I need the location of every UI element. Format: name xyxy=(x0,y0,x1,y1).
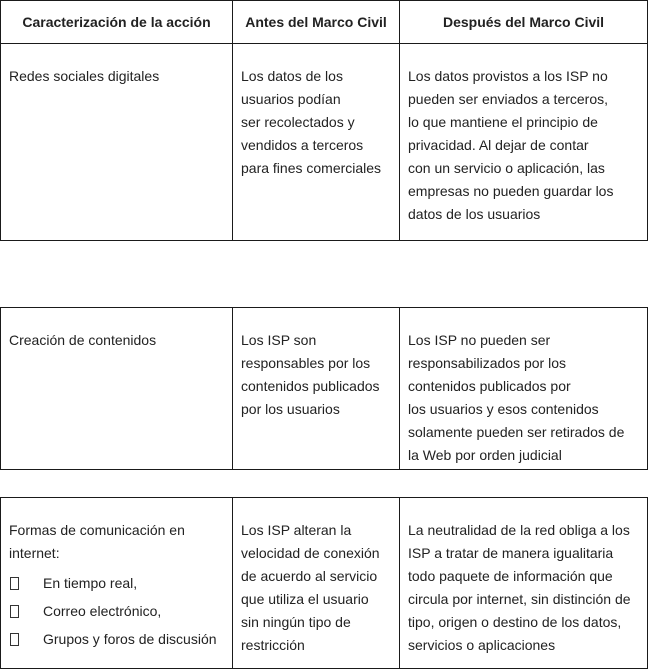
list-item xyxy=(9,625,224,653)
after-line: pueden ser enviados a terceros, xyxy=(408,91,609,107)
before-line: que utiliza el usuario xyxy=(241,591,369,607)
after-line: circula por internet, sin distinción de xyxy=(408,591,631,607)
list-item-label: Correo electrónico, xyxy=(43,602,162,619)
after-line: Los datos provistos a los ISP no xyxy=(408,68,608,84)
header-row xyxy=(1,1,648,44)
after-line: privacidad. Al dejar de contar xyxy=(408,137,589,153)
after-line: empresas no pueden guardar los xyxy=(408,183,614,199)
action-cell xyxy=(1,308,233,470)
checkbox-square-icon xyxy=(10,633,19,646)
list-item xyxy=(9,597,224,625)
before-line: velocidad de conexión xyxy=(241,545,380,561)
before-line: contenidos publicados xyxy=(241,378,380,394)
after-line: responsabilizados por los xyxy=(408,355,566,371)
checkbox-square-icon xyxy=(10,605,19,618)
after-line: tipo, origen o destino de los datos, xyxy=(408,614,622,630)
table-row xyxy=(1,498,648,669)
action-text: Redes sociales digitales xyxy=(9,68,160,84)
after-line: La neutralidad de la red obliga a los xyxy=(408,522,630,538)
after-line: la Web por orden judicial xyxy=(408,447,562,463)
after-line: con un servicio o aplicación, las xyxy=(408,160,605,176)
before-line: de acuerdo al servicio xyxy=(241,568,378,584)
action-cell xyxy=(1,498,233,669)
after-line: Los ISP no pueden ser xyxy=(408,332,551,348)
header-action: Caracterización de la acción xyxy=(1,1,233,44)
bullet-list xyxy=(9,569,224,653)
before-line: vendidos a terceros xyxy=(241,137,364,153)
before-line: usuarios podían xyxy=(241,91,341,107)
before-line: Los ISP son xyxy=(241,332,317,348)
before-line: responsables por los xyxy=(241,355,371,371)
after-line: lo que mantiene el principio de xyxy=(408,114,598,130)
action-text: Formas de comunicación en xyxy=(9,522,185,538)
header-before: Antes del Marco Civil xyxy=(233,1,400,44)
after-line: ISP a tratar de manera igualitaria xyxy=(408,545,614,561)
after-cell xyxy=(400,498,648,669)
after-line: solamente pueden ser retirados de xyxy=(408,424,625,440)
before-line: restricción xyxy=(241,637,305,653)
table-block-2 xyxy=(0,307,648,470)
before-line: Los ISP alteran la xyxy=(241,522,352,538)
table-block-1 xyxy=(0,43,648,241)
table-row xyxy=(1,308,648,470)
after-line: los usuarios y esos contenidos xyxy=(408,401,599,417)
action-text: Creación de contenidos xyxy=(9,332,157,348)
after-cell xyxy=(400,44,648,241)
before-cell xyxy=(233,308,400,470)
before-cell xyxy=(233,44,400,241)
after-line: servicios o aplicaciones xyxy=(408,637,556,653)
before-line: por los usuarios xyxy=(241,401,340,417)
list-item-label: Grupos y foros de discusión xyxy=(43,630,217,647)
action-text: internet: xyxy=(9,545,60,561)
before-line: ser recolectados y xyxy=(241,114,355,130)
after-line: contenidos publicados por xyxy=(408,378,571,394)
list-item-label: En tiempo real, xyxy=(43,574,138,591)
before-line: para fines comerciales xyxy=(241,160,382,176)
before-line: Los datos de los xyxy=(241,68,343,84)
list-item xyxy=(9,569,224,597)
before-line: sin ningún tipo de xyxy=(241,614,351,630)
header-after: Después del Marco Civil xyxy=(400,1,648,44)
after-line: datos de los usuarios xyxy=(408,206,541,222)
checkbox-square-icon xyxy=(10,577,19,590)
table-row xyxy=(1,44,648,241)
before-cell xyxy=(233,498,400,669)
after-cell xyxy=(400,308,648,470)
table-header xyxy=(0,0,648,44)
after-line: todo paquete de información que xyxy=(408,568,613,584)
action-cell xyxy=(1,44,233,241)
table-block-3 xyxy=(0,497,648,669)
